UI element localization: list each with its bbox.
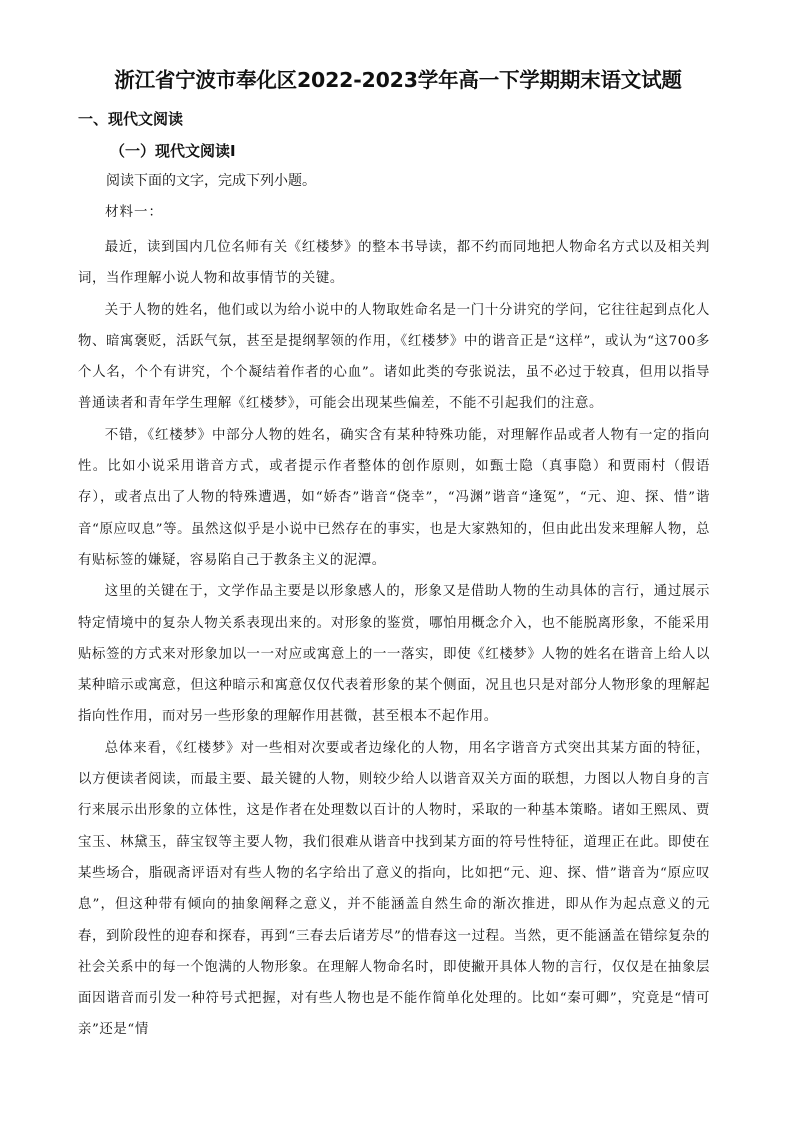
paragraph: 关于人物的姓名，他们或以为给小说中的人物取姓命名是一门十分讲究的学问，它往往起到点化人物、暗寓褒贬，活跃气氛，甚至是提纲挈领的作用，《红楼梦》中的谐音正是“这样”，或认为“这700多个人名，个个有讲究，个个凝结着作者的心血”。诸如此类的夸张说法，虽不必过于较真，但用以指导普通读者和青年学生理解《红楼梦》，可能会出现某些偏差，不能不引起我们的注意。 <box>78 302 710 412</box>
paragraph: 这里的关键在于，文学作品主要是以形象感人的，形象又是借助人物的生动具体的言行，通过展示特定情境中的复杂人物关系表现出来的。对形象的鉴赏，哪怕用概念介入，也不能脱离形象，不能采用贴标签的方式来对形象加以一一对应或寓意上的一一落实，即使《红楼梦》人物的姓名在谐音上给人以某种暗示或寓意，但这种暗示和寓意仅仅代表着形象的某个侧面，况且也只是对部分人物形象的理解起指向性作用，而对另一些形象的理解作用甚微，甚至根本不起作用。 <box>78 584 710 725</box>
subsection-heading: （一）现代文阅读Ⅰ <box>110 142 236 160</box>
reading-instruction: 阅读下面的文字，完成下列小题。 <box>106 173 316 189</box>
material-label: 材料一： <box>105 204 163 220</box>
paragraph: 不错，《红楼梦》中部分人物的姓名，确实含有某种特殊功能，对理解作品或者人物有一定的指向性。比如小说采用谐音方式，或者提示作者整体的创作原则，如甄士隐（真事隐）和贾雨村（假语存），或者点出了人物的特殊遭遇，如“娇杏”谐音“侥幸”，“冯渊”谐音“逢冤”，“元、迎、探、惜”谐音“原应叹息”等。虽然这似乎是小说中已然存在的事实，也是大家熟知的，但由此出发来理解人物，总有贴标签的嫌疑，容易陷自己于教条主义的泥潭。 <box>78 427 710 568</box>
page-title: 浙江省宁波市奉化区2022-2023学年高一下学期期末语文试题 <box>114 68 682 92</box>
paragraph: 最近，读到国内几位名师有关《红楼梦》的整本书导读，都不约而同地把人物命名方式以及相关判词，当作理解小说人物和故事情节的关键。 <box>78 240 710 287</box>
paragraph: 总体来看，《红楼梦》对一些相对次要或者边缘化的人物，用名字谐音方式突出其某方面的特征，以方便读者阅读，而最主要、最关键的人物，则较少给人以谐音双关方面的联想，力图以人物自身的言行来展示出形象的立体性，这是作者在处理数以百计的人物时，采取的一种基本策略。诸如王熙凤、贾宝玉、林黛玉，薛宝钗等主要人物，我们很难从谐音中找到某方面的符号性特征，道理正在此。即使在某些场合，脂砚斋评语对有些人物的名字给出了意义的指向，比如把“元、迎、探、惜”谐音为“原应叹息”，但这种带有倾向的抽象阐释之意义，并不能涵盖自然生命的渐次推进，即从作为起点意义的元春，到阶段性的迎春和探春，再到“三春去后诸芳尽”的惜春这一过程。当然，更不能涵盖在错综复杂的社会关系中的每一个饱满的人物形象。在理解人物命名时，即使撇开具体人物的言行，仅仅是在抽象层面因谐音而引发一种符号式把握，对有些人物也是不能作简单化处理的。比如“秦可卿”，究竟是“情可亲”还是“情 <box>78 740 710 1038</box>
section-heading: 一、现代文阅读 <box>78 110 184 128</box>
